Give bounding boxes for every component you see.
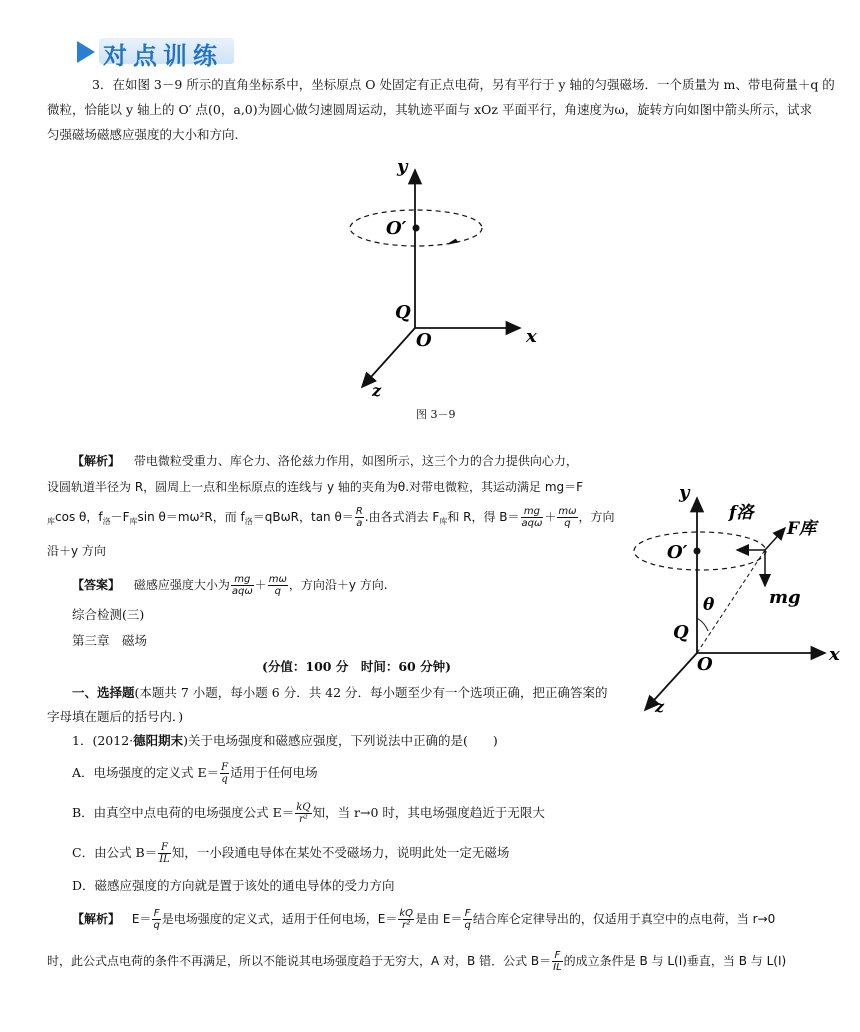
q1-option-b: B．由真空中点电荷的电场强度公式 E＝ $\frac{kQ}{\text{r²}}$ 知，当 r→0 时，其电场强度趋近于无限大 [72, 802, 545, 825]
section-title2: 第三章 磁场 [72, 633, 148, 648]
fig2-q-label: Q [673, 622, 689, 643]
z-axis [645, 653, 697, 710]
q1-option-d: D．磁感应强度的方向就是置于该处的通电导体的受力方向 [72, 878, 395, 893]
analysis1-text1: 带电微粒受重力、库仑力、洛伦兹力作用，如图所示，这三个力的合力提供向心力， [133, 454, 578, 468]
part1-line2: 字母填在题后的括号内．) [47, 709, 184, 724]
analysis1-line2: 设圆轨道半径为 R，圆周上一点和坐标原点的连线与 y 轴的夹角为θ.对带电微粒，其运动满足 mg＝F [47, 480, 584, 494]
fig1-q-label: Q [395, 302, 411, 323]
fig1-oprime-label: O′ [386, 218, 407, 239]
analysis1-line3: $_库$cos θ，$f_洛-F_库\sin$ θ＝mω²R，而 $f_洛=qB\omega R$，tan θ＝ $\frac{R}{a}$ .由各式消去 $F_库$和 R，得 B＝ $\frac{mg}{\text{aqω}}$ ＋ $\frac{m\omega}{q}$ ，方向 [47, 506, 615, 529]
problem3-line2: 微粒，恰能以 y 轴上的 O′ 点(0，a,0)为圆心做匀速圆周运动，其轨迹平面与 xOz 平面平行，角速度为ω，旋转方向如图中箭头所示，试求 [47, 102, 813, 117]
part1-line1: 一、选择题(本题共 7 小题，每小题 6 分．共 42 分．每小题至少有一个选项正确，把正确答案的 [72, 685, 608, 700]
z-axis [362, 328, 415, 387]
q1-stem: 1．(2012·德阳期末)关于电场强度和磁感应强度，下列说法中正确的是( ) [72, 733, 498, 748]
section-header [75, 36, 240, 68]
analysis1-line4: 沿＋y 方向 [47, 544, 106, 558]
f-ku-arrow [765, 528, 785, 550]
fig2-o-label: O [697, 654, 713, 675]
section-title1: 综合检测(三) [72, 607, 145, 622]
fig2-y-label: y [679, 482, 690, 503]
analysis2-line1: 【解析】 E＝ $\frac{F}{q}$ 是电场强度的定义式，适用于任何电场，E＝ $\frac{kQ}{\text{r²}}$ 是由 E＝ $\frac{F}{q}$ 结合库仑定律导出的，仅适用于真空中的点电荷，当 r→0 [72, 908, 776, 931]
center-dot [413, 225, 420, 232]
analysis1-line1 [72, 452, 578, 470]
analysis2-line2: 时，此公式点电荷的条件不再满足，所以不能说其电场强度趋于无穷大，A 对，B 错．公式 B＝ $\frac{F}{IL}$ 的成立条件是 B 与 L(I)垂直，当 B 与 L(I) [47, 950, 787, 973]
fig1-y-label: y [397, 156, 408, 177]
fig2-fluo-label: f洛 [729, 503, 754, 523]
fig2-z-label: z [655, 697, 665, 716]
fig1-x-label: x [526, 326, 537, 347]
figure-3-9 [340, 150, 560, 405]
answer-tag: 【答案】 [72, 578, 121, 592]
q1-option-a: A．电场强度的定义式 E＝ $\frac{F}{q}$ 适用于任何电场 [72, 762, 318, 785]
fig2-mg-label: mg [769, 587, 801, 608]
force-diagram [615, 478, 855, 718]
header-title: 对点训练 [103, 42, 223, 70]
fig1-o-label: O [416, 330, 432, 351]
rotation-arrow-icon [448, 239, 458, 244]
q1-option-c: C．由公式 B＝ $\frac{F}{IL}$ 知，一小段通电导体在某处不受磁场力，说明此处一定无磁场 [72, 842, 510, 865]
figure-caption: 图 3－9 [416, 408, 456, 421]
center-dot [694, 548, 701, 555]
fig2-x-label: x [829, 644, 840, 665]
fig2-oprime-label: O′ [667, 542, 688, 563]
score-line: (分值：100 分 时间：60 分钟) [262, 659, 452, 674]
problem3-line1: 3．在如图 3－9 所示的直角坐标系中，坐标原点 O 处固定有正点电荷，另有平行于 y 轴的匀强磁场．一个质量为 m、带电荷量＋q 的 [92, 77, 835, 92]
fig2-fku-label: F库 [787, 519, 817, 539]
analysis-tag: 【解析】 [72, 454, 121, 468]
fig1-z-label: z [372, 381, 382, 400]
fig2-theta-label: θ [703, 595, 715, 615]
theta-arc [697, 618, 708, 631]
play-arrow-icon [75, 39, 97, 65]
problem3-line3: 匀强磁场磁感应强度的大小和方向. [47, 127, 239, 142]
answer1-line: 【答案】 磁感应强度大小为 $\frac{mg}{\text{aqω}}$ ＋ $\frac{m\omega}{q}$ ，方向沿＋y 方向. [72, 574, 388, 597]
